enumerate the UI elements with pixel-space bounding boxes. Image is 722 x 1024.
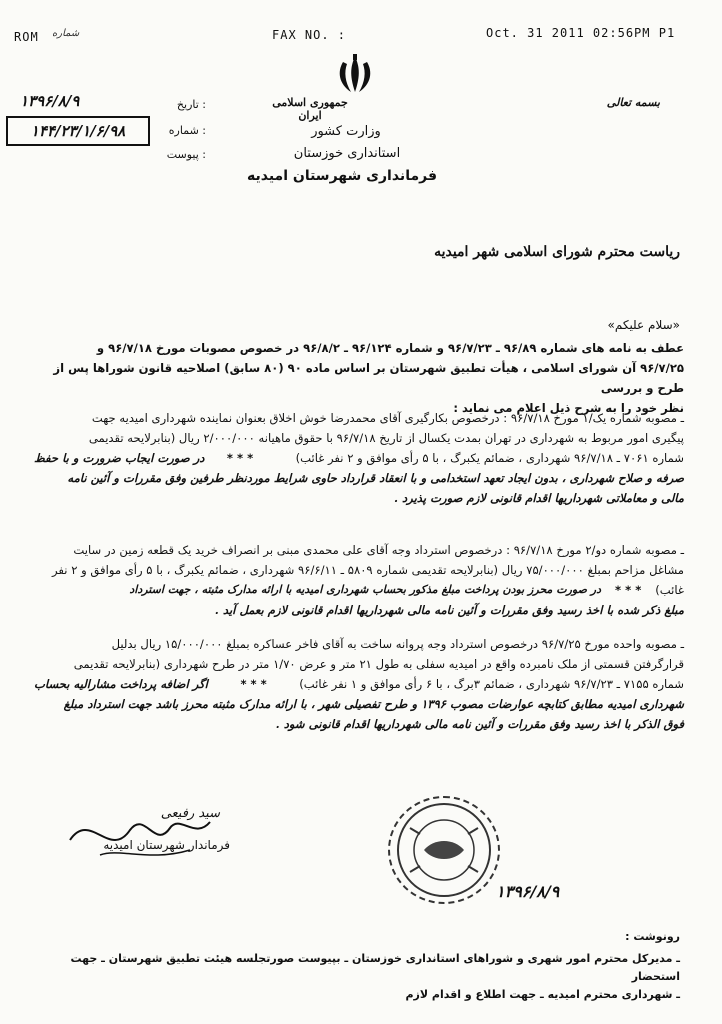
letterhead-country: جمهوری اسلامی ایران [272, 96, 348, 122]
resolution-2 [34, 540, 684, 620]
number-label: : شماره [168, 124, 206, 137]
handwritten-ruling: صرفه و صلاح شهرداری ، بدون ایجاد تعهد استخدامی و با انعقاد قرارداد حاوی شرایط موردنظر طرفین وفق مقررات و آئین نامه [67, 471, 684, 485]
resolution-line: شماره ۷۰۶۱ ـ ۹۶/۷/۱۸ شهرداری ، ضمائم یکبرگ ، با ۵ رأی موافق و ۲ نفر غائب) [295, 451, 684, 465]
resolution-line: ـ مصوبه شماره یک/۱ مورخ ۹۶/۷/۱۸ : درخصوص بکارگیری آقای محمدرضا خوش اخلاق بعنوان نماینده شهرداری امیدیه جهت [91, 411, 684, 425]
copies-heading: رونوشت : [625, 930, 680, 943]
bismillah: بسمه تعالی [606, 96, 660, 109]
resolution-line-row [34, 580, 684, 600]
intro-paragraph [34, 338, 684, 418]
resolution-line: ـ مصوبه شماره دو/۲ مورخ ۹۶/۷/۱۸ : درخصوص استرداد وجه آقای علی محمدی مبنی بر انصراف خرید یک قطعه زمین در سایت [73, 543, 684, 557]
copies-list [60, 950, 680, 1004]
recipient: ریاست محترم شورای اسلامی شهر امیدیه [434, 244, 680, 260]
letterhead-office: فرمانداری شهرستان امیدیه [246, 168, 437, 184]
greeting: «سلام علیکم» [607, 318, 680, 332]
letterhead-ministry: وزارت کشور [311, 124, 381, 139]
handwritten-date: ۱۳۹۶/۸/۹ [496, 882, 560, 901]
handwritten-ruling: در صورت ایجاب ضرورت و با حفظ [34, 451, 205, 465]
handwritten-ruling: اگر اضافه پرداخت مشارالیه بحساب [34, 677, 208, 691]
resolution-line: غائب) [655, 583, 684, 597]
resolution-1 [34, 408, 684, 508]
asterisk-marks: * * * [226, 451, 254, 465]
intro-line: ۹۶/۷/۲۵ آن شورای اسلامی ، هیأت تطبیق شهرستان بر اساس ماده ۹۰ (۸۰ سابق) اصلاحیه قانون شوراها پس از طرح و بررسی [53, 361, 684, 395]
iran-emblem-icon [333, 52, 377, 96]
handwritten-ruling: شهرداری امیدیه مطابق کتابچه عوارضات مصوب ۱۳۹۶ و طرح تفصیلی شهر ، با ارائه مدارک مثبته محرز باشد جهت استرداد مبلغ [63, 697, 684, 711]
resolution-line: پیگیری امور مربوط به شهرداری در تهران بمدت یکسال از تاریخ ۹۶/۷/۱۸ با حقوق ماهیانه ۲/۰۰۰/۰۰۰ ریال (بنابرلایحه تقدیمی [88, 431, 684, 445]
copy-item: ـ مدیرکل محترم امور شهری و شوراهای استانداری خوزستان ـ بپیوست صورتجلسه هیئت تطبیق شهرستان ـ جهت استحضار [70, 952, 680, 983]
resolution-3 [34, 634, 684, 734]
signatory-title: فرماندار شهرستان امیدیه [103, 838, 230, 852]
copy-item: ـ شهرداری محترم امیدیه ـ جهت اطلاع و اقدام لازم [405, 988, 680, 1001]
signatory-name: سید رفیعی [160, 806, 220, 821]
handwritten-ruling: در صورت محرز بودن پرداخت مبلغ مذکور بحساب شهرداری امیدیه با ارائه مدارک مثبته ، جهت استرداد [129, 583, 601, 596]
handwritten-ruling: مبلغ ذکر شده با اخذ رسید وفق مقررات و آئین نامه مالی شهرداریها اقدام قانونی لازم بعمل آید . [214, 603, 684, 617]
date-value: ۱۳۹۶/۸/۹ [20, 92, 80, 110]
letterhead-province: استانداری خوزستان [293, 146, 401, 161]
fax-from-label: ROM [14, 30, 39, 44]
handwritten-ruling: مالی و معاملاتی شهرداریها اقدام قانونی لازم صورت پذیرد . [393, 491, 684, 505]
date-label: : تاریخ [176, 98, 206, 111]
top-handwritten-note: شماره [52, 28, 80, 39]
resolution-line: ـ مصوبه واحده مورخ ۹۶/۷/۲۵ درخصوص استرداد وجه پروانه ساخت به آقای فاخر عساکره بمبلغ ۱۵/۰۰۰/۰۰۰ ریال بدلیل [111, 637, 684, 651]
intro-line: نظر خود را به شرح ذیل اعلام می نماید : [453, 401, 684, 415]
intro-line: عطف به نامه های شماره ۹۶/۸۹ ـ ۹۶/۷/۲۳ و شماره ۹۶/۱۲۴ ـ ۹۶/۸/۲ در خصوص مصوبات مورخ ۹۶/۷/۱۸ و [96, 341, 684, 355]
asterisk-marks: * * * [240, 677, 267, 691]
resolution-line: قرارگرفتن قسمتی از ملک نامبرده واقع در امیدیه سفلی به طول ۲۱ متر و عرض ۱/۷۰ متر در طرح شهرداری (بنابرلایحه تقدیمی [73, 657, 684, 671]
asterisk-marks: * * * [615, 583, 642, 597]
attachment-label: : پیوست [166, 148, 206, 161]
resolution-line-row [34, 448, 684, 468]
resolution-line: شماره ۷۱۵۵ ـ ۹۶/۷/۲۳ شهرداری ، ضمائم ۳برگ ، با ۶ رأی موافق و ۱ نفر غائب) [299, 677, 684, 691]
fax-number-label: FAX NO. : [272, 28, 347, 42]
resolution-line: مشاغل مزاحم بمبلغ ۷۵/۰۰۰/۰۰۰ ریال (بنابرلایحه تقدیمی شماره ۵۸۰۹ ـ ۹۶/۶/۱۱ شهرداری ، ضمائم یکبرگ ، با ۵ رأی موافق و ۲ نفر [52, 563, 684, 577]
number-value-box: ۱۴۴/۲۳/۱/۶/۹۸ [6, 116, 150, 146]
resolution-line-row [34, 674, 684, 694]
handwritten-ruling: فوق الذکر با اخذ رسید وفق مقررات و آئین نامه مالی شهرداریها اقدام قانونی شود . [275, 717, 684, 731]
fax-timestamp: Oct. 31 2011 02:56PM P1 [486, 26, 676, 40]
official-stamp-seal-icon [388, 796, 500, 904]
